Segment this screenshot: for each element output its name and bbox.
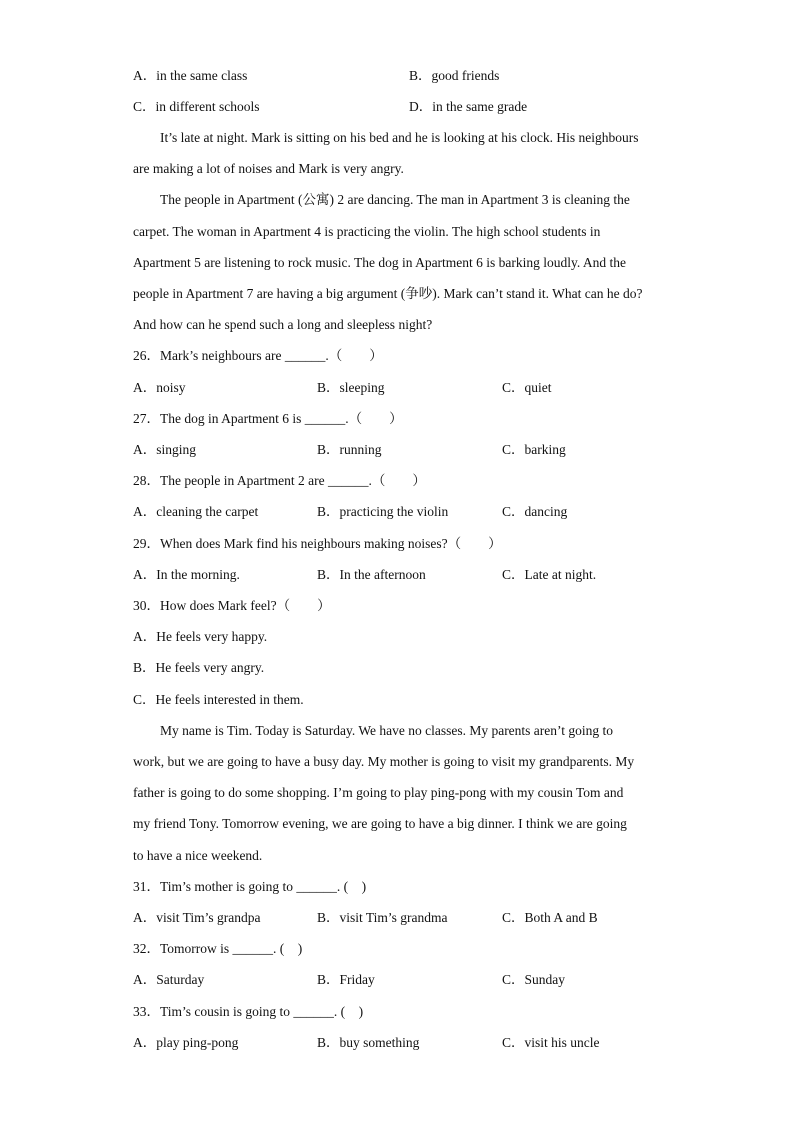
question-31-options	[133, 909, 673, 927]
passage1-line: Apartment 5 are listening to rock music. The dog in Apartment 6 is barking loudly. And the	[133, 255, 627, 270]
option-c: C．Sunday	[502, 972, 566, 987]
question-31: 31．Tim’s mother is going to ______. ( )	[133, 879, 367, 894]
question-33-options	[133, 1034, 673, 1052]
option-a: A．noisy	[133, 380, 186, 395]
question-33: 33．Tim’s cousin is going to ______. ( )	[133, 1004, 364, 1019]
question-32: 32．Tomorrow is ______. ( )	[133, 941, 303, 956]
option-c: C．barking	[502, 442, 566, 457]
question-30: 30．How does Mark feel?（ ）	[133, 598, 331, 613]
option-b: B．Friday	[317, 972, 375, 987]
option-b: B．sleeping	[317, 380, 385, 395]
passage1-line: people in Apartment 7 are having a big argument (争吵). Mark can’t stand it. What can he do?	[133, 286, 643, 301]
question-29-options	[133, 566, 673, 584]
passage2-line: to have a nice weekend.	[133, 848, 263, 863]
option-a: A．Saturday	[133, 972, 205, 987]
option-c: C．in different schools	[133, 99, 260, 114]
passage1-line: are making a lot of noises and Mark is very angry.	[133, 161, 404, 176]
option-a: A．cleaning the carpet	[133, 504, 259, 519]
option-c: C．He feels interested in them.	[133, 692, 304, 707]
option-a: A．He feels very happy.	[133, 629, 268, 644]
question-28-options	[133, 503, 673, 521]
option-a: A．singing	[133, 442, 197, 457]
option-b: B．running	[317, 442, 382, 457]
question-26-options	[133, 379, 673, 397]
question-26: 26．Mark’s neighbours are ______.（ ）	[133, 348, 383, 363]
option-d: D．in the same grade	[409, 99, 528, 114]
option-b: B．buy something	[317, 1035, 420, 1050]
question-32-options	[133, 971, 673, 989]
option-a: A．visit Tim’s grandpa	[133, 910, 261, 925]
passage1-line: It’s late at night. Mark is sitting on his bed and he is looking at his clock. His neighbours	[160, 130, 639, 145]
option-a: A．In the morning.	[133, 567, 240, 582]
option-c: C．quiet	[502, 380, 552, 395]
passage1-line: carpet. The woman in Apartment 4 is practicing the violin. The high school students in	[133, 224, 601, 239]
option-b: B．He feels very angry.	[133, 660, 265, 675]
pre-options-row-1	[133, 67, 673, 85]
question-28: 28．The people in Apartment 2 are ______.（ ）	[133, 473, 426, 488]
option-c: C．Both A and B	[502, 910, 598, 925]
option-a: A．play ping-pong	[133, 1035, 239, 1050]
option-b: B．In the afternoon	[317, 567, 426, 582]
question-27: 27．The dog in Apartment 6 is ______.（ ）	[133, 411, 403, 426]
passage2-line: My name is Tim. Today is Saturday. We have no classes. My parents aren’t going to	[160, 723, 614, 738]
option-b: B．practicing the violin	[317, 504, 449, 519]
option-b: B．visit Tim’s grandma	[317, 910, 448, 925]
passage1-line: The people in Apartment (公寓) 2 are dancing. The man in Apartment 3 is cleaning the	[160, 192, 630, 207]
option-c: C．visit his uncle	[502, 1035, 600, 1050]
passage2-line: my friend Tony. Tomorrow evening, we are going to have a big dinner. I think we are going	[133, 816, 627, 831]
question-29: 29．When does Mark find his neighbours making noises?（ ）	[133, 536, 502, 551]
option-c: C．dancing	[502, 504, 568, 519]
passage2-line: father is going to do some shopping. I’m going to play ping-pong with my cousin Tom and	[133, 785, 624, 800]
option-a: A．in the same class	[133, 68, 248, 83]
question-27-options	[133, 441, 673, 459]
option-b: B．good friends	[409, 68, 500, 83]
passage1-line: And how can he spend such a long and sleepless night?	[133, 317, 433, 332]
pre-options-row-2	[133, 98, 673, 116]
passage2-line: work, but we are going to have a busy day. My mother is going to visit my grandparents. My	[133, 754, 635, 769]
option-c: C．Late at night.	[502, 567, 597, 582]
